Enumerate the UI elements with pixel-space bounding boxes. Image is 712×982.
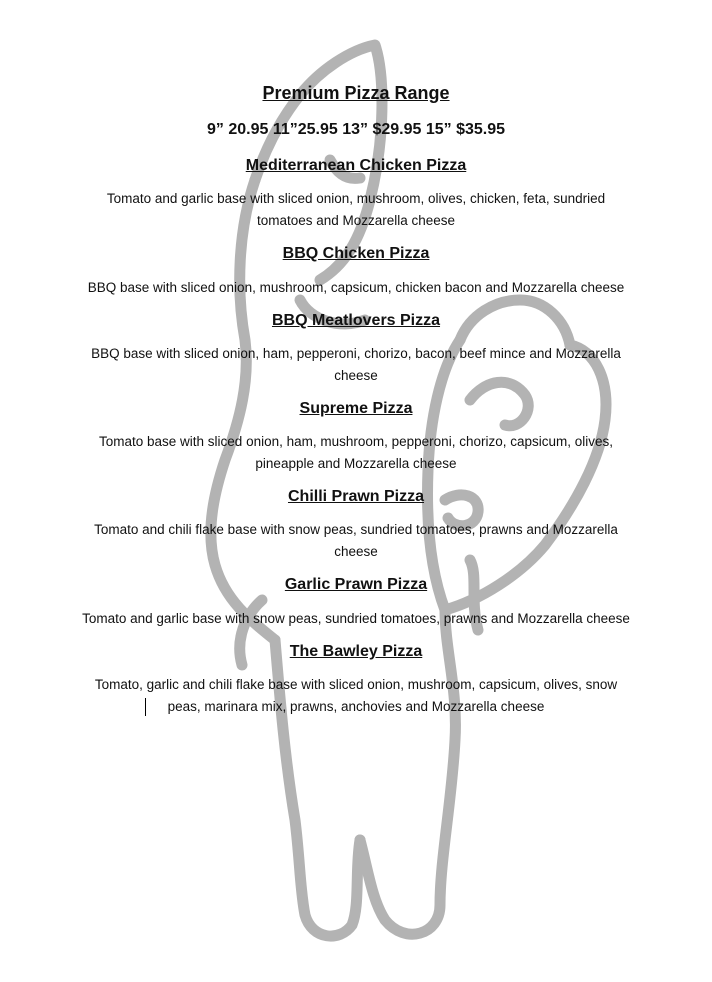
- pizza-description-line: pineapple and Mozzarella cheese: [255, 456, 457, 471]
- pizza-description-line: Tomato and garlic base with sliced onion, mushroom, olives, chicken, feta, sundried: [106, 191, 606, 206]
- price-line: 9” 20.95 11”25.95 13” $29.95 15” $35.95: [206, 121, 506, 138]
- pizza-heading-bbq-meatlovers: BBQ Meatlovers Pizza: [271, 312, 441, 329]
- text-cursor: [145, 698, 146, 716]
- pizza-description-line: Tomato and garlic base with snow peas, sundried tomatoes, prawns and Mozzarella cheese: [82, 611, 630, 626]
- pizza-description-line: Tomato base with sliced onion, ham, mushroom, pepperoni, chorizo, capsicum, olives,: [99, 434, 613, 449]
- pizza-description-line: BBQ base with sliced onion, mushroom, capsicum, chicken bacon and Mozzarella cheese: [87, 280, 625, 295]
- pizza-description-line: Tomato, garlic and chili flake base with sliced onion, mushroom, capsicum, olives, snow: [94, 677, 618, 692]
- pizza-description-line: Tomato and chili flake base with snow peas, sundried tomatoes, prawns and Mozzarella: [94, 522, 618, 537]
- pizza-heading-garlic-prawn: Garlic Prawn Pizza: [284, 576, 428, 593]
- pizza-heading-bbq-chicken: BBQ Chicken Pizza: [282, 245, 430, 262]
- pizza-description-line: tomatoes and Mozzarella cheese: [256, 213, 456, 228]
- pizza-heading-mediterranean-chicken: Mediterranean Chicken Pizza: [245, 157, 467, 174]
- pizza-description-line: cheese: [334, 544, 378, 559]
- pizza-description-line[interactable]: peas, marinara mix, prawns, anchovies and Mozzarella cheese: [167, 699, 545, 714]
- pizza-heading-chilli-prawn: Chilli Prawn Pizza: [287, 488, 425, 505]
- pizza-heading-bawley: The Bawley Pizza: [289, 643, 423, 660]
- pizza-description-line: cheese: [334, 368, 378, 383]
- pizza-heading-supreme: Supreme Pizza: [299, 400, 413, 417]
- menu-title: Premium Pizza Range: [262, 83, 450, 103]
- pizza-description-line: BBQ base with sliced onion, ham, pepperoni, chorizo, bacon, beef mince and Mozzarella: [91, 346, 621, 361]
